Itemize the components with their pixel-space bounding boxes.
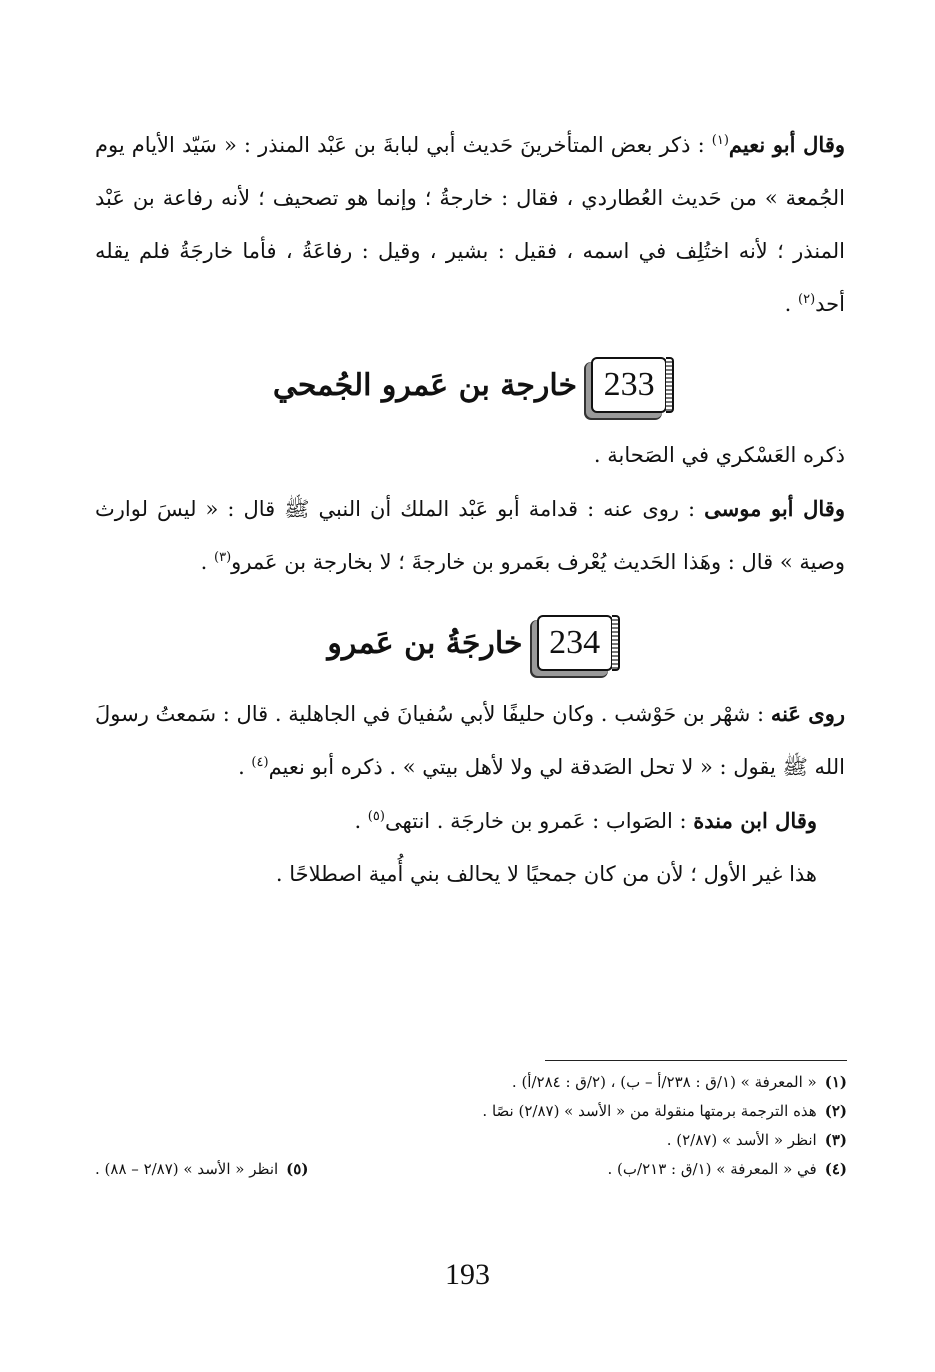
footnote-number: (٣) [824, 1131, 847, 1149]
entry-number-box [591, 357, 667, 413]
entry-number-box [537, 615, 613, 671]
footnote-text: في « المعرفة » (١/ق : ٢١٣/ب) . [607, 1160, 817, 1178]
paragraph-5 [95, 794, 845, 848]
footnote-row [95, 1155, 847, 1184]
paragraph-text: هذا غير الأول ؛ لأن من كان جمحيًا لا يحالف بني أُمية اصطلاحًا . [275, 862, 817, 886]
paragraph-6 [95, 848, 845, 901]
paragraph-text: ذكره العَسْكري في الصَحابة . [593, 443, 845, 467]
footnote-ref[interactable]: (٢) [798, 292, 816, 307]
paragraph-lead: وقال ابن مندة [693, 808, 817, 833]
main-text [95, 118, 845, 901]
footnotes [95, 1068, 847, 1184]
paragraph-text: : روى عنه : قدامة أبو عَبْد الملك أن النبي ﷺ قال : « ليسَ لوارث وصية » قال : وهَذا الحَديث يُعْرف بعَمرو بن خارجةَ ؛ لا بخارجة بن عَمرو [95, 497, 845, 574]
paragraph-text: : الصَواب : عَمرو بن خارجَة . انتهى [384, 809, 694, 833]
entry-name: خارجَةُ بن عَمرو [327, 625, 523, 661]
entry-name: خارجة بن عَمرو الجُمحي [272, 367, 578, 403]
footnote-ref[interactable]: (٤) [251, 755, 269, 770]
footnote-divider [545, 1060, 847, 1061]
footnote-text: هذه الترجمة برمتها منقولة من « الأسد » (٢/٨٧) نصًا . [482, 1102, 817, 1120]
entry-heading-233 [95, 345, 845, 425]
footnote-ref[interactable]: (١) [711, 133, 729, 148]
footnote-2 [95, 1097, 847, 1126]
footnote-3 [95, 1126, 847, 1155]
paragraph-end: . [200, 550, 215, 574]
entry-number: 234 [549, 624, 601, 661]
paragraph-end: . [354, 809, 368, 833]
footnote-text: انظر « الأسد » (٢/٨٧ – ٨٨) . [95, 1160, 279, 1178]
footnote-ref[interactable]: (٥) [367, 809, 385, 824]
footnote-ref[interactable]: (٣) [214, 550, 232, 565]
paragraph-1 [95, 118, 845, 331]
paragraph-text: : شهْر بن حَوْشب . وكان حليفًا لأبي سُفيانَ في الجاهلية . قال : سَمعتُ رسولَ الله ﷺ يقول : « لا تحل الصَدقة لي ولا لأهل بيتي » . ذكره أبو نعيم [95, 702, 845, 779]
paragraph-end: . [238, 755, 252, 779]
paragraph-end: . [784, 292, 799, 316]
footnote-number: (٥) [286, 1160, 309, 1178]
footnote-4 [608, 1155, 847, 1184]
footnote-1 [95, 1068, 847, 1097]
footnote-text: « المعرفة » (١/ق : ٢٣٨/أ – ب) ، (٢/ق : ٢٨٤/أ) . [511, 1073, 817, 1091]
entry-number: 233 [603, 366, 655, 403]
footnote-number: (٤) [824, 1160, 847, 1178]
paragraph-lead: روى عَنه [770, 701, 846, 726]
paragraph-3 [95, 482, 845, 589]
paragraph-lead: وقال أبو نعيم [728, 132, 846, 157]
footnote-text: انظر « الأسد » (٢/٨٧) . [666, 1131, 817, 1149]
footnote-number: (١) [824, 1073, 847, 1091]
page-number: 193 [445, 1258, 490, 1291]
footnote-5 [95, 1155, 308, 1184]
footnote-number: (٢) [824, 1102, 847, 1120]
paragraph-4 [95, 687, 845, 794]
paragraph-text: : ذكر بعض المتأخرينَ حَديث أبي لبابةَ بن عَبْد المنذر : « سَيّد الأيام يوم الجُمعة » من حَديث العُطاردي ، فقال : خارجةُ ؛ وإنما هو تصحيف ؛ لأنه رفاعة بن عَبْد المنذر ؛ لأنه اختُلِف في اسمه ، فقيل : بشير ، وقيل : رفاعَةُ ، فأما خارجَةُ فلم يقله أحد [95, 133, 845, 316]
entry-heading-234 [95, 603, 845, 683]
paragraph-lead: وقال أبو موسى [704, 496, 845, 521]
paragraph-2 [95, 429, 845, 482]
